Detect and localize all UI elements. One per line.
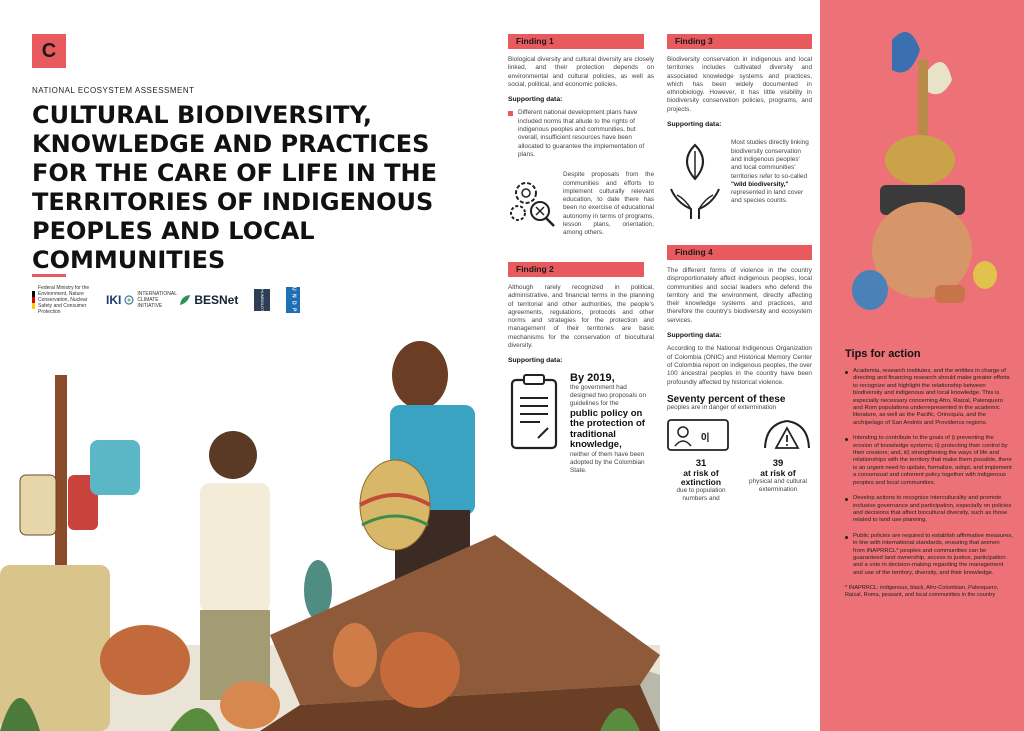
finding-2-supporting-label: Supporting data: — [508, 357, 563, 365]
finding-2-stat-bold: public policy on the protection of traditional knowledge, — [570, 407, 645, 451]
finding-1-icon-row — [508, 171, 654, 237]
besnet-logo — [179, 294, 238, 306]
finding-2-stat-text-2: neither of them have been adopted by the Colombian State. — [570, 450, 645, 475]
undp-text: U N D P — [290, 287, 297, 313]
besnet-text: BESNet — [194, 293, 239, 307]
finding-1-bullet-text: Different national development plans have included norms that allude to the rights of indigenous peoples and communities, but overall, insufficient resources have been allocated to guarantee the implementation of plans. — [518, 109, 645, 158]
besnet-leaf-icon — [179, 294, 191, 306]
population-people-icon — [667, 418, 729, 456]
finding-2-text: Although rarely recognized in political, administrative, and financial terms in the planning of territorial and other authorities, the people's agreements, regulations, protocols and other norms and strategies for the protection and management of their territories are basic mechanisms for the conservation of biocultural diversity. — [508, 284, 654, 350]
tip-text: Academia, research institutes, and the entities in charge of directing and financing research should make greater efforts to recognize and highlight the relationship between biodiversity and indigenous and local knowledge. This is especially necessary concerning Afro, Raizal, Palenquero and Rom populations underrepresented in the academic literature, as well as the Pacific, Orinoquía, and the archipelago of San Andrés and Providence regions. — [853, 368, 1010, 426]
finding-2-year: By 2019, — [570, 371, 615, 384]
finding-3-icon-text-2: represented in land cover and species counts. — [731, 189, 804, 205]
finding-1-supporting-label: Supporting data: — [508, 96, 563, 104]
finding-3-icon-text-1: Most studies directly linking biodiversity conservation and indigenous peoples' and local communities' territories refer to so-called — [731, 139, 809, 180]
humboldt-logo — [254, 289, 270, 311]
title-divider — [32, 274, 66, 277]
tip-text: Public policies are required to establish affirmative measures, in line with international standards, ensuring that women from INAPRRCL* peoples and communities can be guaranteed land ownership, access to justice, participation and a vote in decision-making regarding the management and use of the territory, diversity, and their knowledge. — [853, 532, 1013, 576]
tips-title: Tips for action — [845, 348, 921, 360]
finding-1-icon-text: Despite proposals from the communities and efforts to implement culturally relevant education, to date there has been no exercise of educational autonomy in terms of programs, lesson plans, orientation, among others. — [563, 171, 654, 237]
stat-extermination-label: at risk of — [760, 467, 796, 478]
humboldt-text: HUMBOLDT — [259, 288, 265, 312]
stat-extermination-desc: physical and cultural extermination — [749, 477, 807, 494]
finding-3-icon-row — [667, 139, 812, 221]
tip-item — [845, 435, 1013, 487]
finding-3-text: Biodiversity conservation in indigenous and local territories includes cultivated diversity and associated knowledge systems and practices, which has been widely documented in ethnobiology. However, it has little visibility in biodiversity conservation policies, programs, and projects. — [667, 56, 812, 113]
bmu-logo — [32, 285, 90, 315]
stat-extinction-number: 31 — [695, 458, 707, 470]
finding-3-icon-text — [731, 139, 812, 221]
iki-text: INTERNATIONAL CLIMATE INITIATIVE — [137, 291, 177, 309]
bullet-dot-icon — [845, 536, 848, 539]
finding-3-icon-bold: "wild biodiversity," — [731, 180, 789, 188]
gears-magnifier-icon — [508, 171, 558, 233]
finding-4-data-text: According to the National Indigenous Organization of Colombia (ONIC) and Historical Memory Center of Colombia report on indigenous peoples, the over 100 ancestral peoples in the country have been profoundly affected by historical violence. — [667, 345, 812, 386]
page-title: CULTURAL BIODIVERSITY, KNOWLEDGE AND PRACTICES FOR THE CARE OF LIFE IN THE TERRITORIES OF INDIGENOUS PEOPLES AND LOCAL COMMUNITIES — [32, 101, 437, 274]
finding-4-text: The different forms of violence in the country disproportionately affect indigenous peoples, local communities and social leaders who defend the territory and the environment, directly affecting their knowledge systems and practices, and therefore the country's biodiversity and ecosystem services. — [667, 267, 812, 324]
finding-1-heading: Finding 1 — [508, 34, 644, 49]
danger-warning-icon — [762, 418, 812, 456]
tip-text: Develop actions to recognize interculturality and promote inclusive governance and participation, especially on policies and decisions that affect biocultural diversity, such as those related to land use planning. — [853, 495, 1012, 524]
seventy-percent-sub: peoples are in danger of extermination — [667, 404, 777, 412]
tip-item — [845, 533, 1013, 577]
bullet-dot-icon — [845, 498, 848, 501]
partner-logos — [32, 287, 332, 313]
german-flag-icon — [32, 291, 35, 309]
finding-4-stats — [667, 460, 812, 503]
bullet-dot-icon — [845, 438, 848, 441]
tip-text: Intending to contribute to the goals of i) preventing the erosion of knowledge systems; ii) protecting their control by their creators; and, iii) strengthening the ways of life and relationships with the territory that make them possible, there is an urgent need to update, formalize, adopt, and implement a consensual and coherent policy together with indigenous peoples and local communities. — [853, 435, 1012, 486]
stat-extinction-label: at risk of extinction — [680, 467, 722, 487]
undp-logo — [286, 287, 300, 313]
globe-icon — [124, 295, 134, 305]
finding-2-stat-row — [508, 372, 654, 476]
tip-item — [845, 368, 1013, 427]
finding-4 — [667, 245, 812, 503]
eyebrow-label: NATIONAL ECOSYSTEM ASSESSMENT — [32, 86, 195, 95]
finding-2-heading: Finding 2 — [508, 262, 644, 277]
tip-item — [845, 495, 1013, 525]
stat-extermination-number: 39 — [772, 458, 784, 470]
svg-text:0|: 0| — [701, 432, 710, 444]
footnote: * INAPRRCL: indigenous, black, Afro-Colombian, Palenquero, Raizal, Roma, peasant, and local communities in the country — [845, 585, 999, 599]
crafts-illustration — [820, 0, 1024, 320]
leaf-hands-icon — [667, 139, 723, 221]
stat-extermination — [744, 460, 812, 503]
clipboard-document-icon — [508, 372, 562, 454]
bullet-dot-icon — [845, 371, 848, 374]
finding-4-heading: Finding 4 — [667, 245, 812, 260]
finding-4-icons — [667, 418, 812, 456]
bullet-square-icon — [508, 111, 513, 116]
finding-2 — [508, 262, 654, 475]
finding-4-supporting-label: Supporting data: — [667, 332, 722, 340]
stat-extinction-desc: due to population numbers and — [676, 486, 726, 503]
stat-extinction — [667, 460, 735, 503]
finding-1-bullet — [508, 109, 654, 159]
finding-3 — [667, 34, 812, 221]
finding-1-text: Biological diversity and cultural diversity are closely linked, and their protection depends on environmental and cultural policies, as well as social, political, and economic policies. — [508, 56, 654, 88]
section-badge: C — [32, 34, 66, 68]
iki-logo — [106, 291, 177, 309]
finding-2-stat-text-1: the government had designed two proposals on guidelines for the — [570, 383, 647, 408]
finding-1 — [508, 34, 654, 238]
tips-list — [845, 368, 1013, 599]
iki-mark: IKI — [106, 293, 122, 307]
finding-2-stat — [570, 372, 654, 476]
bmu-logo-text: Federal Ministry for the Environment, Nature Conservation, Nuclear Safety and Consumer Protection — [38, 285, 90, 315]
seventy-percent-title: Seventy percent of these — [667, 393, 786, 405]
finding-3-heading: Finding 3 — [667, 34, 812, 49]
finding-3-supporting-label: Supporting data: — [667, 121, 722, 129]
